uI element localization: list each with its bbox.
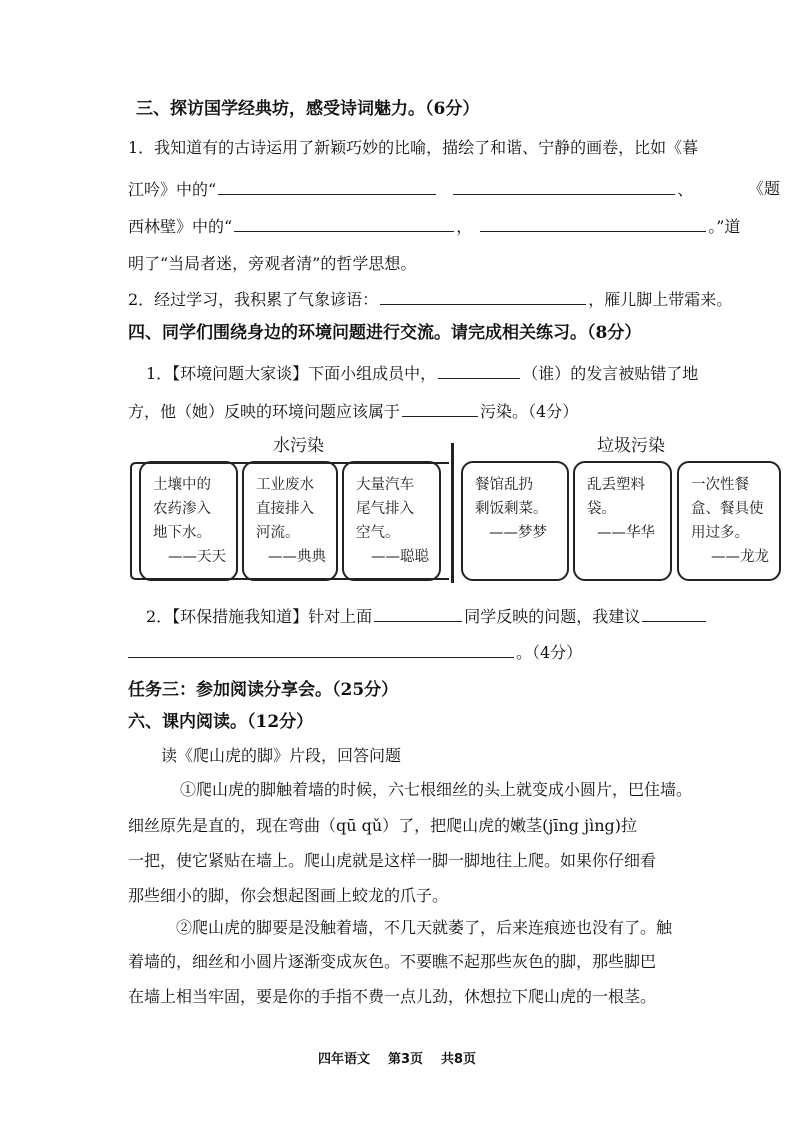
page-footer	[0, 1048, 794, 1067]
speech-card-tiantian: 土壤中的 农药渗入 地下水。 ——天天	[139, 461, 238, 581]
reading-p1-line3: 一把，使它紧贴在墙上。爬山虎就是这样一脚一脚地往上爬。如果你仔细看	[128, 851, 657, 870]
answer-blank[interactable]	[218, 178, 436, 195]
footer-page-number: 第3页	[387, 1052, 423, 1067]
sec3-q1-text-end: 《题	[748, 179, 781, 198]
reading-p2-line1: ②爬山虎的脚要是没触着墙，不几天就萎了，后来连痕迹也没有了。触	[176, 918, 673, 937]
sec3-q1-text-end: 。”道	[708, 217, 741, 236]
sec3-q1-line4: 明了“当局者迷，旁观者清”的哲学思想。	[128, 254, 417, 273]
speaker-name: ——龙龙	[711, 549, 769, 565]
sec3-q1-sep: 、	[677, 180, 694, 199]
speaker-name: ——典典	[268, 549, 326, 565]
sec4-q2-line1	[146, 605, 794, 628]
sec4-q1-text-end: 污染。（4分）	[480, 402, 579, 421]
sec3-q1-comma: ，	[456, 217, 473, 236]
speech-card-diandian: 工业废水 直接排入 河流。 ——典典	[242, 461, 338, 581]
footer-total-pages: 共8页	[441, 1052, 477, 1067]
answer-blank[interactable]	[374, 605, 462, 622]
sec4-q2-line2	[128, 641, 794, 664]
group-divider	[451, 443, 454, 583]
speech-card-congcong: 大量汽车 尾气排入 空气。 ——聪聪	[342, 461, 441, 581]
sec3-q1-line3	[128, 215, 794, 238]
answer-blank[interactable]	[453, 178, 675, 195]
answer-blank[interactable]	[480, 215, 706, 232]
section6-title: 六、课内阅读。（12分）	[128, 712, 314, 732]
sec4-q2-text-end: 。（4分）	[516, 643, 583, 662]
speaker-name: ——聪聪	[371, 549, 429, 565]
answer-blank[interactable]	[128, 641, 514, 658]
reading-p1-line4: 那些细小的脚，你会想起图画上蛟龙的爪子。	[128, 886, 449, 905]
answer-blank[interactable]	[642, 605, 706, 622]
speech-card-mengmeng: 餐馆乱扔 剩饭剩菜。 ——梦梦	[461, 461, 569, 581]
speech-card-huahua: 乱丢塑料 袋。 ——华华	[573, 461, 672, 581]
sec4-q1-line1	[146, 362, 794, 385]
task3-title: 任务三：参加阅读分享会。（25分）	[128, 680, 399, 700]
answer-blank[interactable]	[438, 362, 520, 379]
sec4-q1-line2	[128, 400, 794, 423]
sec4-q1-text: 1．【环境问题大家谈】下面小组成员中，	[146, 364, 437, 383]
speaker-name: ——梦梦	[489, 525, 547, 541]
sec3-q1-line1: 1．我知道有的古诗运用了新颖巧妙的比喻，描绘了和谐、宁静的画卷，比如《暮	[128, 138, 699, 157]
section4-title: 四、同学们围绕身边的环境问题进行交流。请完成相关练习。（8分）	[128, 323, 642, 343]
sec4-q2-text-mid: 同学反映的问题，我建议	[464, 607, 641, 626]
speech-card-longlong: 一次性餐 盒、餐具使 用过多。 ——龙龙	[677, 461, 781, 581]
speaker-name: ——天天	[168, 549, 226, 565]
reading-p1-line2: 细丝原先是直的，现在弯曲（qū qǔ）了，把爬山虎的嫩茎(jīng jìng)拉	[128, 816, 638, 835]
answer-blank[interactable]	[402, 400, 478, 417]
garbage-pollution-title: 垃圾污染	[597, 436, 665, 456]
reading-p2-line2: 着墙的，细丝和小圆片逐渐变成灰色。不要瞧不起那些灰色的脚，那些脚巴	[128, 952, 657, 971]
sec3-q2-line	[128, 288, 794, 311]
sec3-q2-text: 2．经过学习，我积累了气象谚语：	[128, 290, 379, 309]
answer-blank[interactable]	[380, 288, 586, 305]
sec3-q1-line2	[128, 178, 794, 201]
reading-p2-line3: 在墙上相当牢固，要是你的手指不费一点儿劲，休想拉下爬山虎的一根茎。	[128, 987, 657, 1006]
reading-p1-line1: ①爬山虎的脚触着墙的时候，六七根细丝的头上就变成小圆片，巴住墙。	[180, 780, 693, 799]
sec4-q2-text: 2．【环保措施我知道】针对上面	[146, 607, 373, 626]
speaker-name: ——华华	[597, 525, 655, 541]
sec3-q1-text: 西林壁》中的“	[128, 217, 233, 236]
reading-intro: 读《爬山虎的脚》片段，回答问题	[161, 746, 402, 765]
footer-subject: 四年语文	[317, 1052, 370, 1067]
section3-title: 三、探访国学经典坊，感受诗词魅力。（6分）	[136, 99, 480, 119]
sec3-q2-text-end: ，雁儿脚上带霜来。	[588, 290, 733, 309]
sec4-q1-text-mid: （谁）的发言被贴错了地	[522, 364, 699, 383]
water-pollution-title: 水污染	[273, 436, 324, 456]
sec4-q1-text: 方，他（她）反映的环境问题应该属于	[128, 402, 401, 421]
sec3-q1-text: 江吟》中的“	[128, 180, 217, 199]
answer-blank[interactable]	[234, 215, 454, 232]
